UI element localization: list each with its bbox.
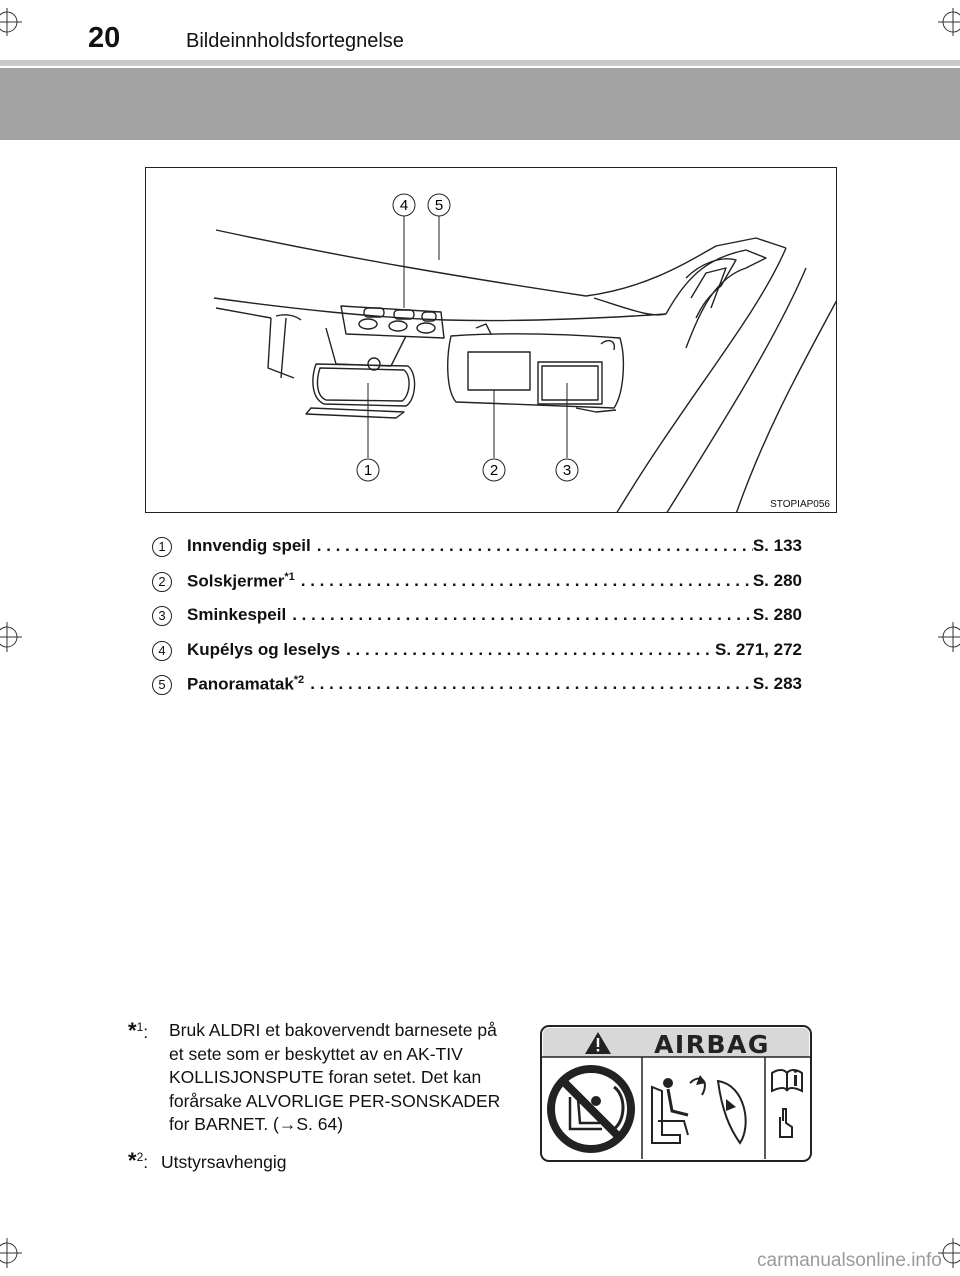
leader-dots [311,536,753,556]
leader-dots [295,571,753,592]
leader-dots [340,640,715,660]
component-legend [152,535,802,708]
legend-item[interactable] [152,535,802,570]
callout-label: 2 [489,462,499,479]
footnote-text: Bruk ALDRI et bakovervendt barnesete på et sete som er beskyttet av en AK-TIV KOLLISJONSPUTE foran setet. Det kan forårsake ALVORLIGE PER-SONSKADER for BARNET. (→S. 64) [169,1020,501,1134]
legend-page-ref[interactable]: S. 280 [752,605,802,624]
interior-roof-illustration [145,167,837,513]
watermark-text: carmanualsonline.info [757,1250,942,1271]
legend-number: 2 [152,572,172,592]
legend-item[interactable] [152,604,802,639]
legend-label: Panoramatak$^{*2}$ [187,674,305,694]
callout-2 [483,459,505,481]
footnote-mark: *$^2$: [128,1148,149,1173]
callout-label: 3 [562,462,572,479]
legend-item[interactable] [152,570,802,605]
legend-label: Sminkespeil [187,605,287,624]
legend-item[interactable] [152,639,802,674]
header-band [0,68,960,140]
callout-4 [393,194,415,216]
legend-footnote-mark: *2 [293,674,305,686]
callout-label: 5 [434,197,444,214]
legend-footnote-mark: *1 [284,570,295,583]
callout-3 [556,459,578,481]
leader-dots [286,605,753,625]
page-number: 20 [88,22,121,54]
legend-label: Innvendig speil [187,536,311,555]
roof-line-drawing [146,168,837,513]
legend-page-ref[interactable]: S. 280 [752,570,802,590]
airbag-title: AIRBAG [654,1030,770,1059]
airbag-label-graphic [540,1025,812,1162]
legend-number: 1 [152,537,172,557]
footnote-text: Utstyrsavhengig [161,1152,287,1172]
legend-number: 3 [152,606,172,626]
legend-page-ref[interactable]: S. 133 [752,536,802,555]
airbag-warning-label [540,1025,812,1162]
legend-label: Solskjermer$^{*1}$ [187,570,295,591]
legend-number: 5 [152,675,172,695]
footnote-mark: *$^1$: [128,1017,149,1043]
legend-number: 4 [152,641,172,661]
legend-page-ref[interactable]: S. 271, 272 [715,639,802,659]
figure-code: STOPIAP056 [770,499,830,510]
callout-1 [357,459,379,481]
callout-label: 4 [399,197,409,214]
legend-page-ref[interactable]: S. 283 [752,674,802,693]
leader-dots [304,674,753,695]
callout-5 [428,194,450,216]
footnote-2 [128,1148,286,1174]
header-rule [0,60,960,66]
callout-label: 1 [363,462,373,479]
legend-item[interactable] [152,673,802,708]
legend-label: Kupélys og leselys [187,639,341,659]
section-title: Bildeinnholdsfortegnelse [186,30,404,52]
